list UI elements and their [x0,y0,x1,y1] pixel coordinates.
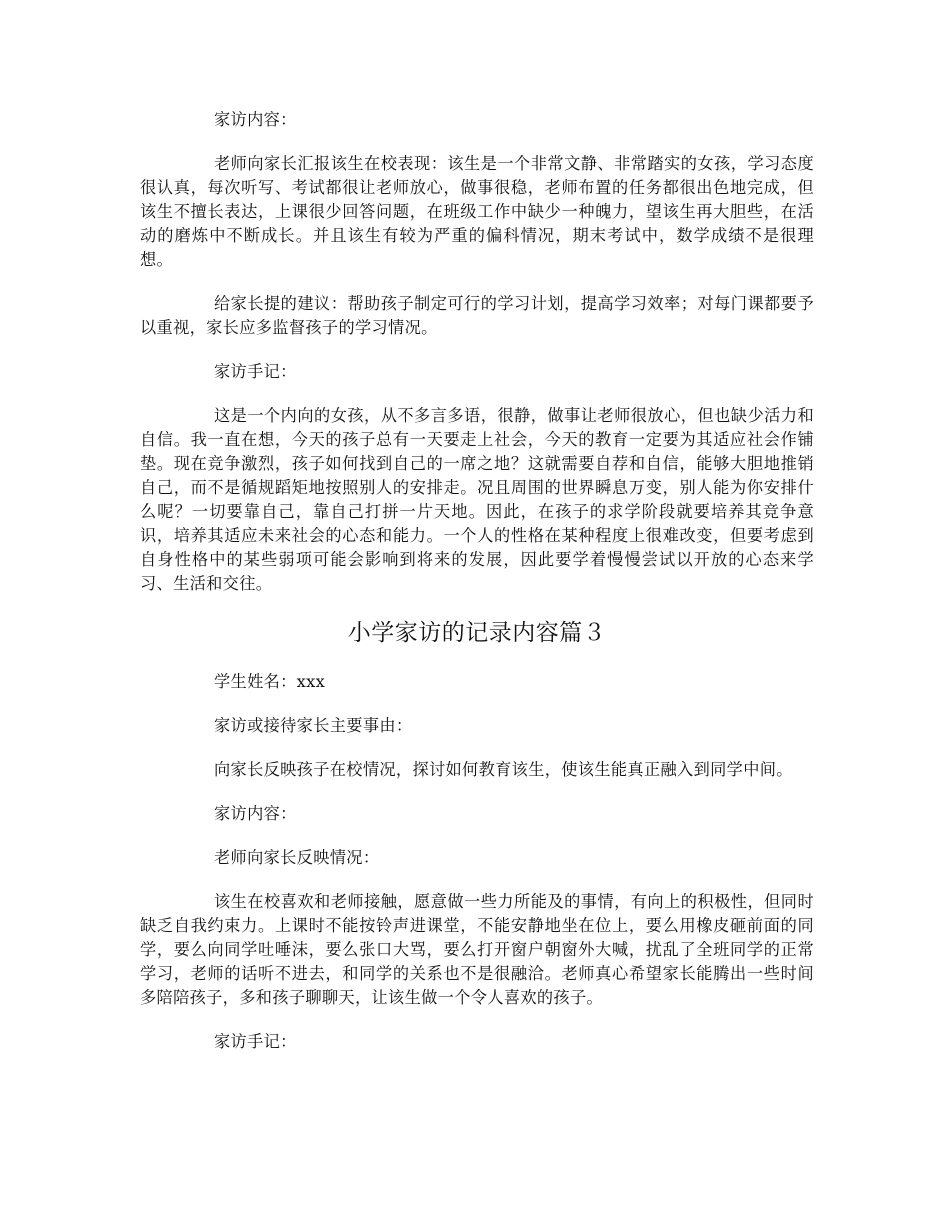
teacher-feedback-label: 老师向家长反映情况： [214,848,380,867]
visit-content-label-2: 家访内容： [214,804,297,823]
student-name-line: 学生姓名：xxx [214,672,326,691]
visit-notes-paragraph: 这是一个内向的女孩，从不多言多语，很静，做事让老师很放心，但也缺少活力和自信。我一直在想，今天的孩子总有一天要走上社会，今天的教育一定要为其适应社会作铺垫。现在竞争激烈，孩子如何找到自己的一席之地？这就需要自荐和自信，能够大胆地推销自己，而不是循规蹈矩地按照别人的安排走。况且周围的世界瞬息万变，别人能为你安排什么呢？一切要靠自己，靠自己打拼一片天地。因此，在孩子的求学阶段就要培养其竞争意识，培养其适应未来社会的心态和能力。一个人的性格在某种程度上很难改变，但要考虑到自身性格中的某些弱项可能会影响到将来的发展，因此要学着慢慢尝试以开放的心态来学习、生活和交往。 [140,406,814,593]
teacher-feedback-paragraph: 该生在校喜欢和老师接触，愿意做一些力所能及的事情，有向上的积极性，但同时缺乏自我约束力。上课时不能按铃声进课堂，不能安静地坐在位上，要么用橡皮砸前面的同学，要么向同学吐唾沫，要么张口大骂，要么打开窗户朝窗外大喊，扰乱了全班同学的正常学习，老师的话听不进去，和同学的关系也不是很融洽。老师真心希望家长能腾出一些时间多陪陪孩子，多和孩子聊聊天，让该生做一个令人喜欢的孩子。 [140,892,814,1007]
section-title: 小学家访的记录内容篇３ [347,620,607,646]
visit-notes-label-2: 家访手记： [214,1032,297,1051]
visit-notes-label: 家访手记： [214,362,297,381]
teacher-report-paragraph: 老师向家长汇报该生在校表现：该生是一个非常文静、非常踏实的女孩，学习态度很认真，每次听写、考试都很让老师放心，做事很稳，老师布置的任务都很出色地完成，但该生不擅长表达，上课很少回答问题，在班级工作中缺少一种魄力，望该生再大胆些，在活动的磨炼中不断成长。并且该生有较为严重的偏科情况，期末考试中，数学成绩不是很理想。 [140,154,814,269]
visit-reason-paragraph: 向家长反映孩子在校情况，探讨如何教育该生，使该生能真正融入到同学中间。 [214,760,793,779]
advice-paragraph: 给家长提的建议：帮助孩子制定可行的学习计划，提高学习效率；对每门课都要予以重视，家长应多监督孩子的学习情况。 [140,294,814,337]
visit-reason-label: 家访或接待家长主要事由： [214,716,413,735]
document-page [140,108,814,1074]
visit-content-label: 家访内容： [214,110,297,129]
